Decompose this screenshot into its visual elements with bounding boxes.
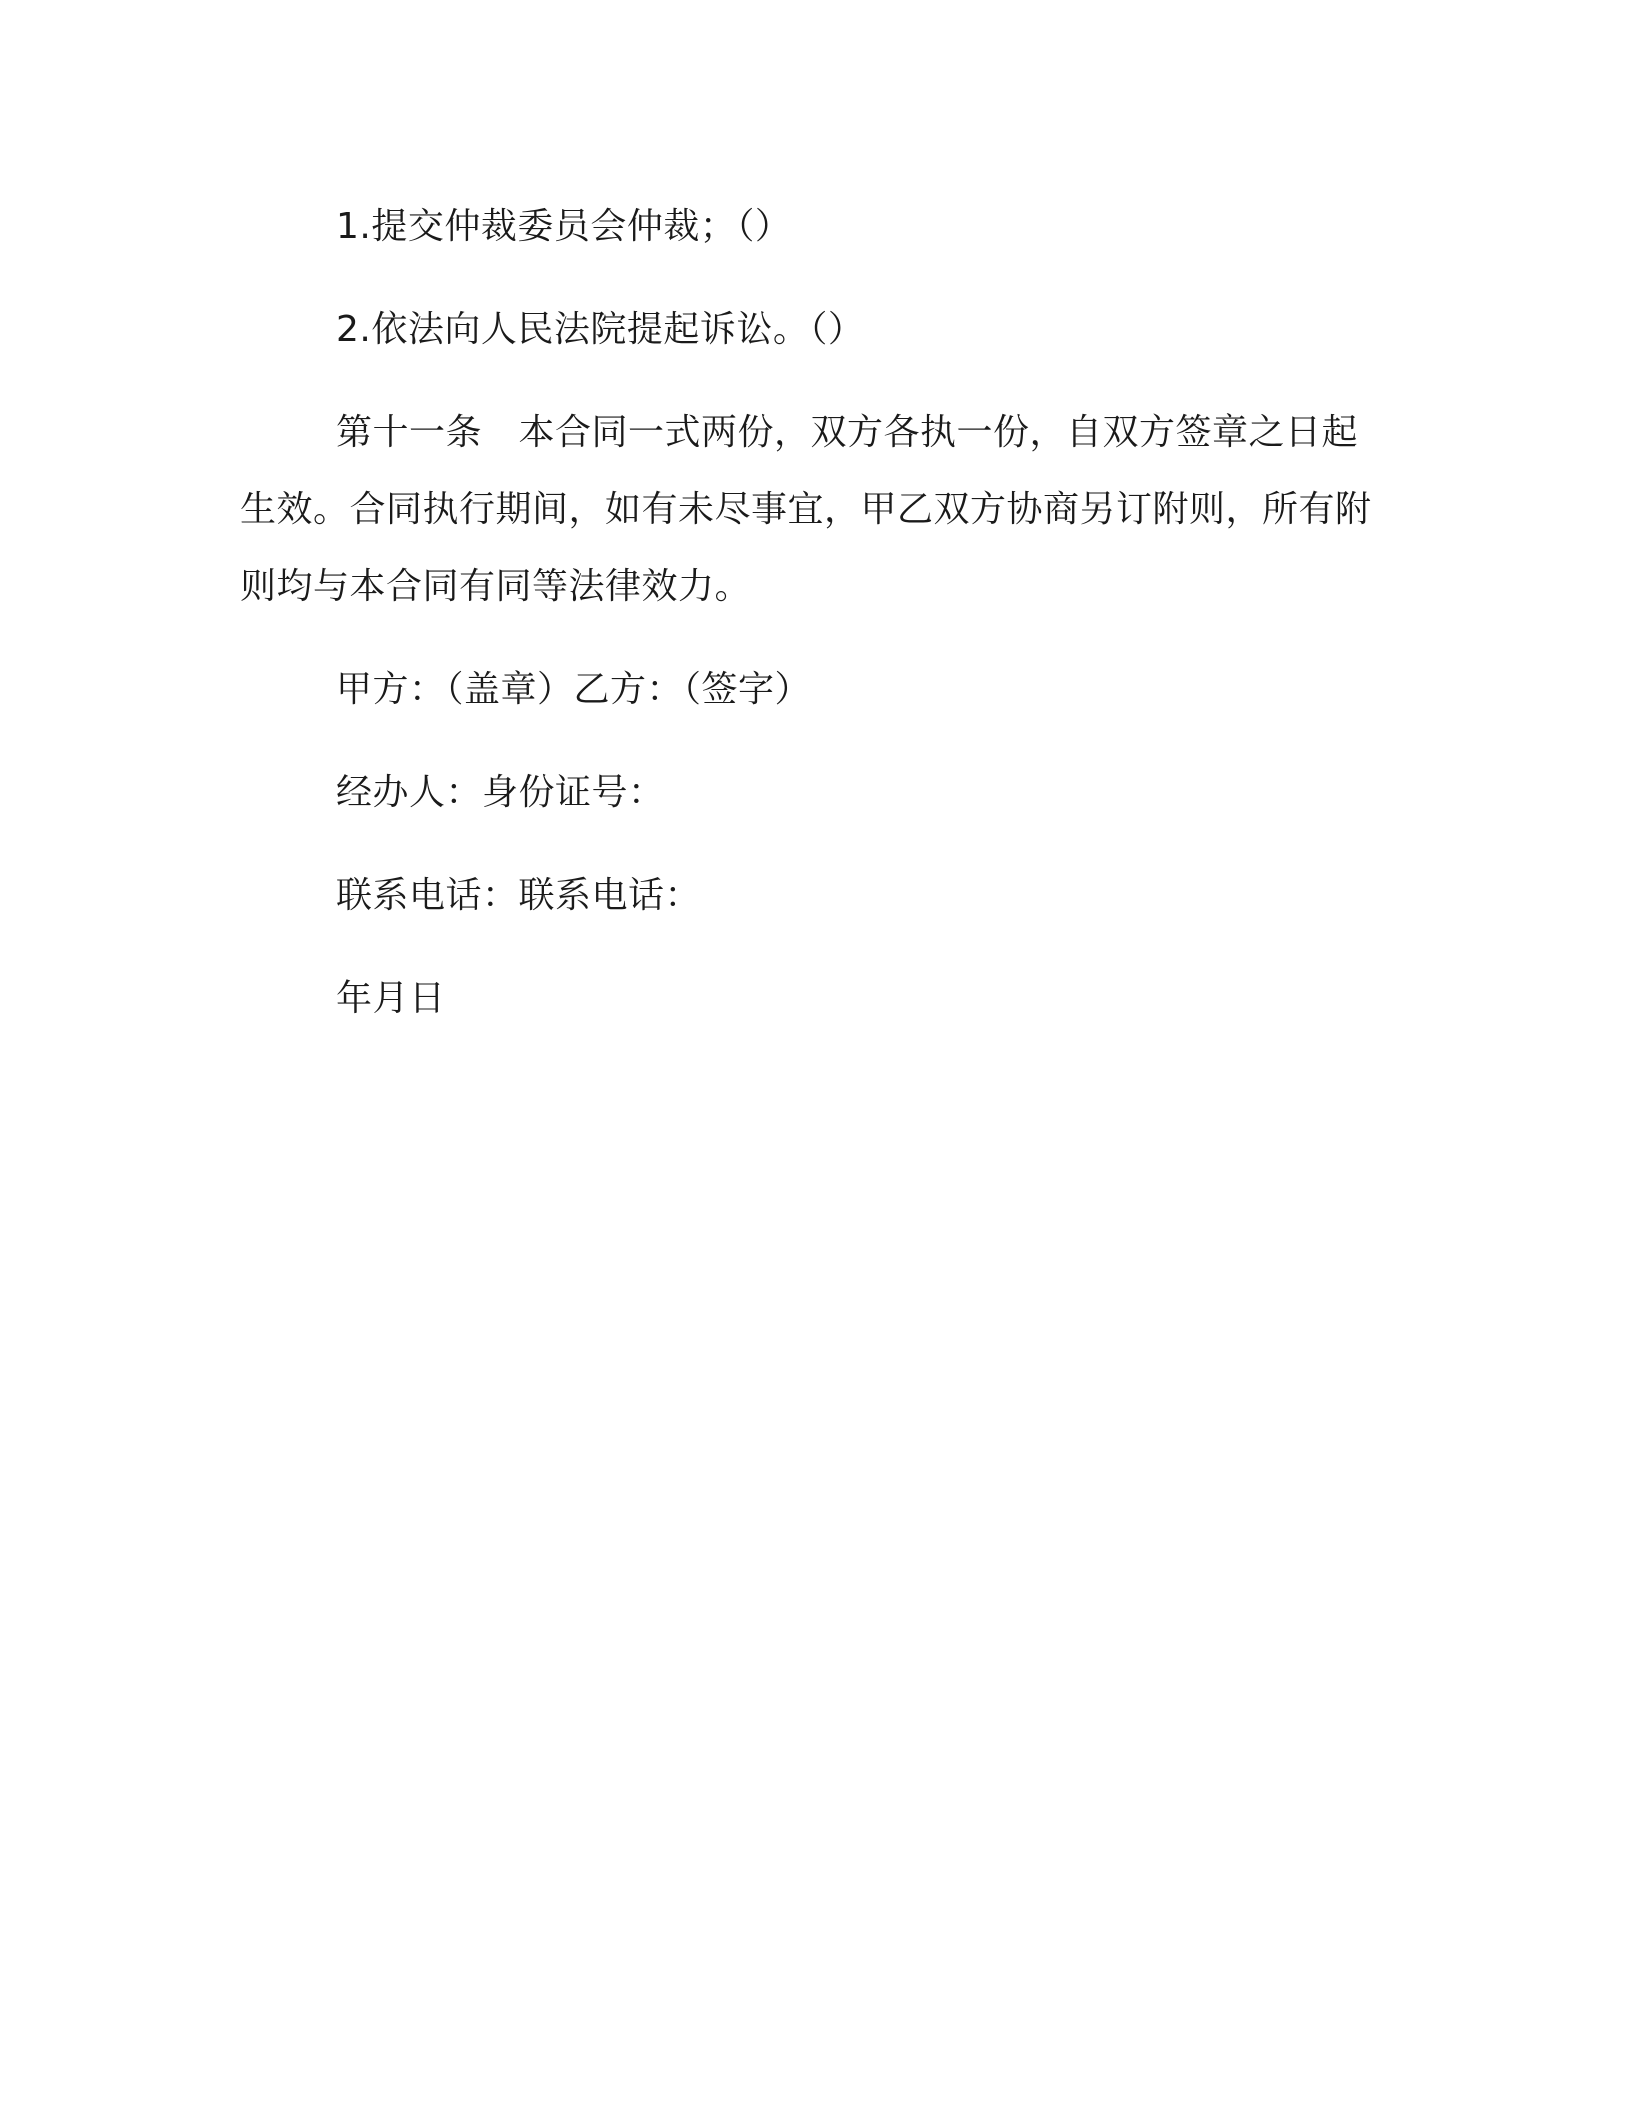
signature-parties-line: 甲方：（盖章）乙方：（签字） — [336, 669, 812, 710]
dispute-option-arbitration: 1.提交仲裁委员会仲裁；（） — [336, 206, 792, 247]
contact-phone-line: 联系电话：联系电话： — [336, 875, 702, 916]
document-body — [240, 188, 1390, 1063]
date-line: 年月日 — [336, 978, 446, 1019]
article-eleven: 第十一条 本合同一式两份，双方各执一份，自双方签章之日起生效。合同执行期间，如有未尽事宜，甲乙双方协商另订附则，所有附则均与本合同有同等法律效力。 — [240, 412, 1372, 607]
agent-id-line: 经办人：身份证号： — [336, 772, 665, 813]
dispute-option-litigation: 2.依法向人民法院提起诉讼。（） — [336, 309, 865, 350]
